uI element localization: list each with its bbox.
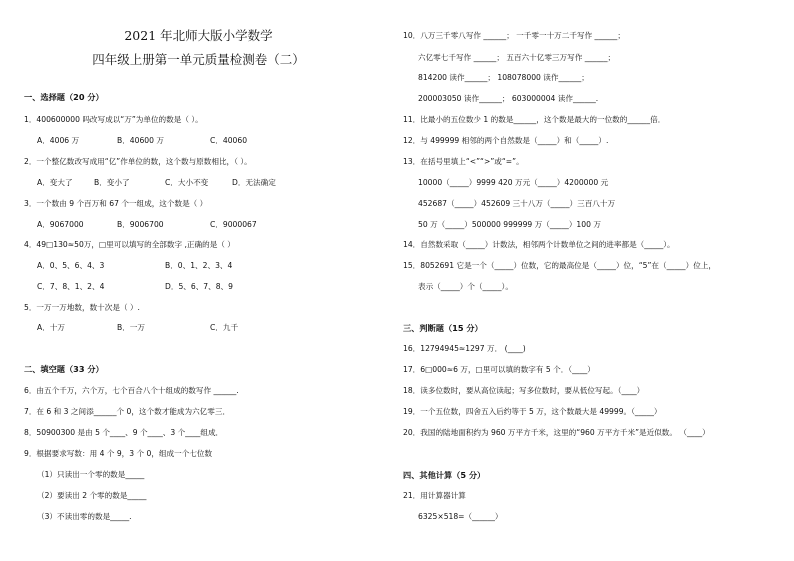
question-4: 4．49□130≈50万，□里可以填写的全部数字 ,正确的是（ ） bbox=[24, 240, 235, 249]
q4-option-a: A．0、5、6、4、3 bbox=[37, 261, 105, 270]
q5-option-b: B．一万 bbox=[117, 323, 145, 332]
question-11: 11．比最小的五位数少 1 的数是______，这个数是最大的一位数的______倍． bbox=[403, 115, 666, 124]
section-heading-calc: 四、其他计算（5 分） bbox=[403, 470, 486, 480]
q3-option-b: B．9006700 bbox=[117, 220, 164, 229]
section-heading-choice: 一、选择题（20 分） bbox=[24, 92, 104, 102]
question-15-line-2: 表示（_____）个（_____）。 bbox=[418, 282, 513, 291]
question-16: 16．12794945≈1297 万． (____) bbox=[403, 344, 526, 353]
question-13: 13．在括号里填上“<”“>”或“=”。 bbox=[403, 157, 524, 166]
question-8: 8．50900300 是由 5 个____、9 个____、3 个____组成． bbox=[24, 428, 224, 437]
question-2: 2．一个整亿数改写成用“亿”作单位的数，这个数与原数相比，（ ）。 bbox=[24, 157, 252, 166]
q21-expression: 6325×518=（______） bbox=[418, 512, 503, 521]
question-20: 20．我国的陆地面积约为 960 万平方千米，这里的“960 万平方千米”是近似数。 （____） bbox=[403, 428, 710, 437]
q3-option-a: A．9067000 bbox=[37, 220, 84, 229]
question-5: 5．一万一万地数，数十次是（ ）. bbox=[24, 303, 140, 312]
title-line-1: 2021 年北师大版小学数学 bbox=[124, 28, 273, 43]
q2-option-a: A．变大了 bbox=[37, 178, 73, 187]
section-heading-judge: 三、判断题（15 分） bbox=[403, 323, 483, 333]
q3-option-c: C．9000067 bbox=[210, 220, 257, 229]
q1-option-b: B．40600 万 bbox=[117, 136, 164, 145]
question-19: 19．一个五位数，四舍五入后约等于 5 万，这个数最大是 49999。（_____） bbox=[403, 407, 662, 416]
question-9: 9．根据要求写数：用 4 个 9，3 个 0，组成一个七位数 bbox=[24, 449, 213, 458]
question-18: 18．读多位数时，要从高位读起；写多位数时，要从低位写起。（____） bbox=[403, 386, 645, 395]
q9-subquestion-1: （1）只读出一个零的数是_____ bbox=[37, 470, 145, 479]
question-1: 1．400600000 吗改写成以“万”为单位的数是（ ）。 bbox=[24, 115, 203, 124]
q2-option-b: B．变小了 bbox=[94, 178, 130, 187]
question-15-line-1: 15．8052691 它是一个（_____）位数，它的最高位是（_____）位，“5”在（_____）位上， bbox=[403, 261, 716, 270]
q5-option-c: C．九千 bbox=[210, 323, 239, 332]
question-12: 12．与 499999 相邻的两个自然数是（_____）和（_____）. bbox=[403, 136, 609, 145]
title-line-2: 四年级上册第一单元质量检测卷（二） bbox=[92, 52, 305, 67]
q1-option-a: A．4006 万 bbox=[37, 136, 80, 145]
q13-row-2: 452687（_____）452609 三十八万（_____）三百八十万 bbox=[418, 199, 616, 208]
question-10-line-2: 六亿零七千写作 ______； 五百六十亿零三万写作 ______； bbox=[418, 53, 616, 62]
q1-option-c: C．40060 bbox=[210, 136, 248, 145]
question-6: 6．由五个千万，六个万，七个百合八个十组成的数写作 ______. bbox=[24, 386, 239, 395]
section-heading-fill: 二、填空题（33 分） bbox=[24, 364, 104, 374]
question-17: 17．6□000≈6 万，□里可以填的数字有 5 个．（____） bbox=[403, 365, 595, 374]
question-10-line-4: 200003050 读作______； 603000004 读作______. bbox=[418, 94, 599, 103]
q9-subquestion-2: （2）要读出 2 个零的数是_____ bbox=[37, 491, 147, 500]
q2-option-d: D．无法确定 bbox=[232, 178, 276, 187]
question-7: 7．在 6 和 3 之间添______个 0，这个数才能成为六亿零三． bbox=[24, 407, 231, 416]
q13-row-1: 10000（_____）9999 420 万元（_____）4200000 元 bbox=[418, 178, 609, 187]
q13-row-3: 50 万（_____）500000 999999 万（_____）100 万 bbox=[418, 220, 601, 229]
q9-subquestion-3: （3）不读出零的数是_____. bbox=[37, 512, 132, 521]
q4-option-c: C．7、8、1、2、4 bbox=[37, 282, 105, 291]
q2-option-c: C．大小不变 bbox=[165, 178, 209, 187]
q5-option-a: A．十万 bbox=[37, 323, 65, 332]
q4-option-d: D．5、6、7、8、9 bbox=[165, 282, 233, 291]
question-21: 21．用计算器计算 bbox=[403, 491, 466, 500]
question-3: 3．一个数由 9 个百万和 67 个一组成，这个数是（ ） bbox=[24, 199, 208, 208]
q4-option-b: B．0、1、2、3、4 bbox=[165, 261, 233, 270]
question-10-line-3: 814200 读作______； 108078000 读作______； bbox=[418, 73, 589, 82]
question-14: 14．自然数采取（_____）计数法，相邻两个计数单位之间的进率都是（_____）。 bbox=[403, 240, 675, 249]
question-10-line-1: 10．八万三千零八写作 ______； 一千零一十万二千写作 ______； bbox=[403, 31, 625, 40]
